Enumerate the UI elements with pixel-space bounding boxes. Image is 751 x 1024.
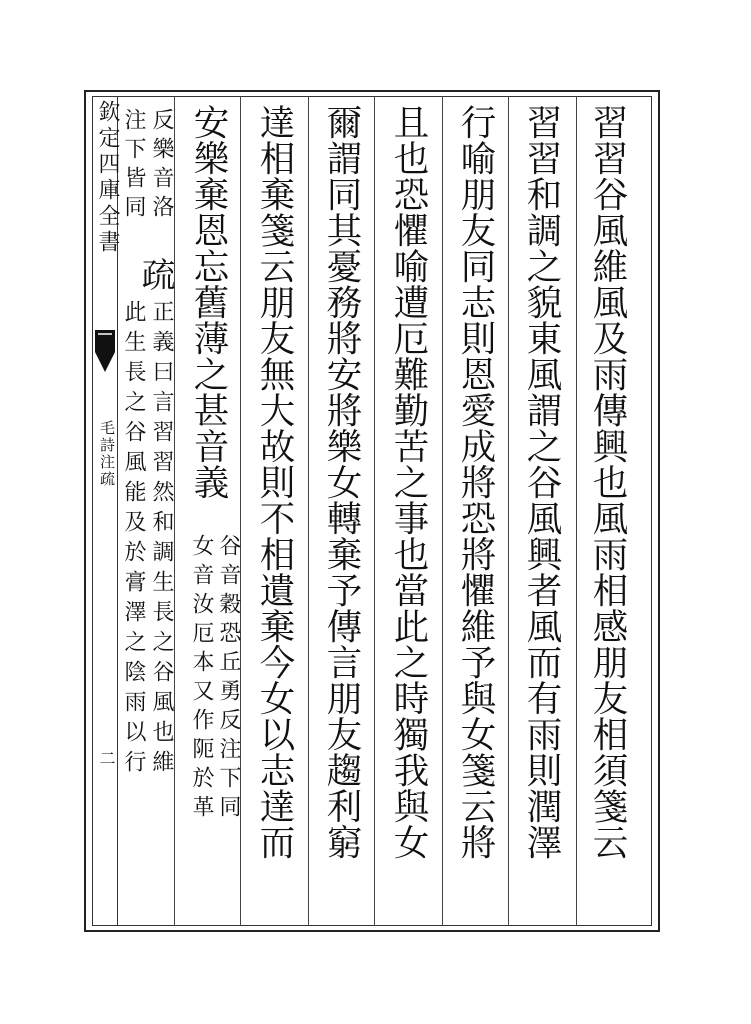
annotation-column: 正義曰言習習然和調生長之谷風也維 [149,300,174,780]
text-column: 習習和調之貌東風謂之谷風興者風而有雨則潤澤 [521,104,562,860]
annotation-column: 女音汝厄本又作阨於革 [189,534,214,824]
page-number: 二 [97,750,116,766]
text-column: 習習谷風維風及雨傳興也風雨相感朋友相須箋云 [587,104,628,860]
text-column: 安樂棄恩忘舊薄之甚音義 [188,104,229,500]
text-column: 爾謂同其憂務將安將樂女轉棄予傳言朋友趨利窮 [321,104,362,860]
annotation-column: 此生長之谷風能及於膏澤之陰雨以行 [121,300,146,780]
commentary-marker: 疏 [135,257,175,292]
column-rule [508,96,509,926]
annotation-column: 反樂音洛 [149,108,174,224]
column-rule [174,96,175,926]
text-column: 行喻朋友同志則恩愛成將恐將懼維予與女箋云將 [455,104,496,860]
collection-title: 欽定四庫全書 [95,100,120,256]
column-rule [374,96,375,926]
fishtail-mark-icon [94,328,116,374]
column-rule [576,96,577,926]
annotation-column: 注下皆同 [121,108,146,224]
column-rule [308,96,309,926]
annotation-column: 谷音穀恐丘勇反注下同 [216,534,241,824]
text-column: 達相棄箋云朋友無大故則不相遺棄今女以志達而 [254,104,295,860]
column-rule [442,96,443,926]
text-column: 且也恐懼喻遭厄難勤苦之事也當此之時獨我與女 [388,104,429,860]
book-title: 毛詩注疏 [98,420,116,488]
page-frame-inner [92,96,652,926]
